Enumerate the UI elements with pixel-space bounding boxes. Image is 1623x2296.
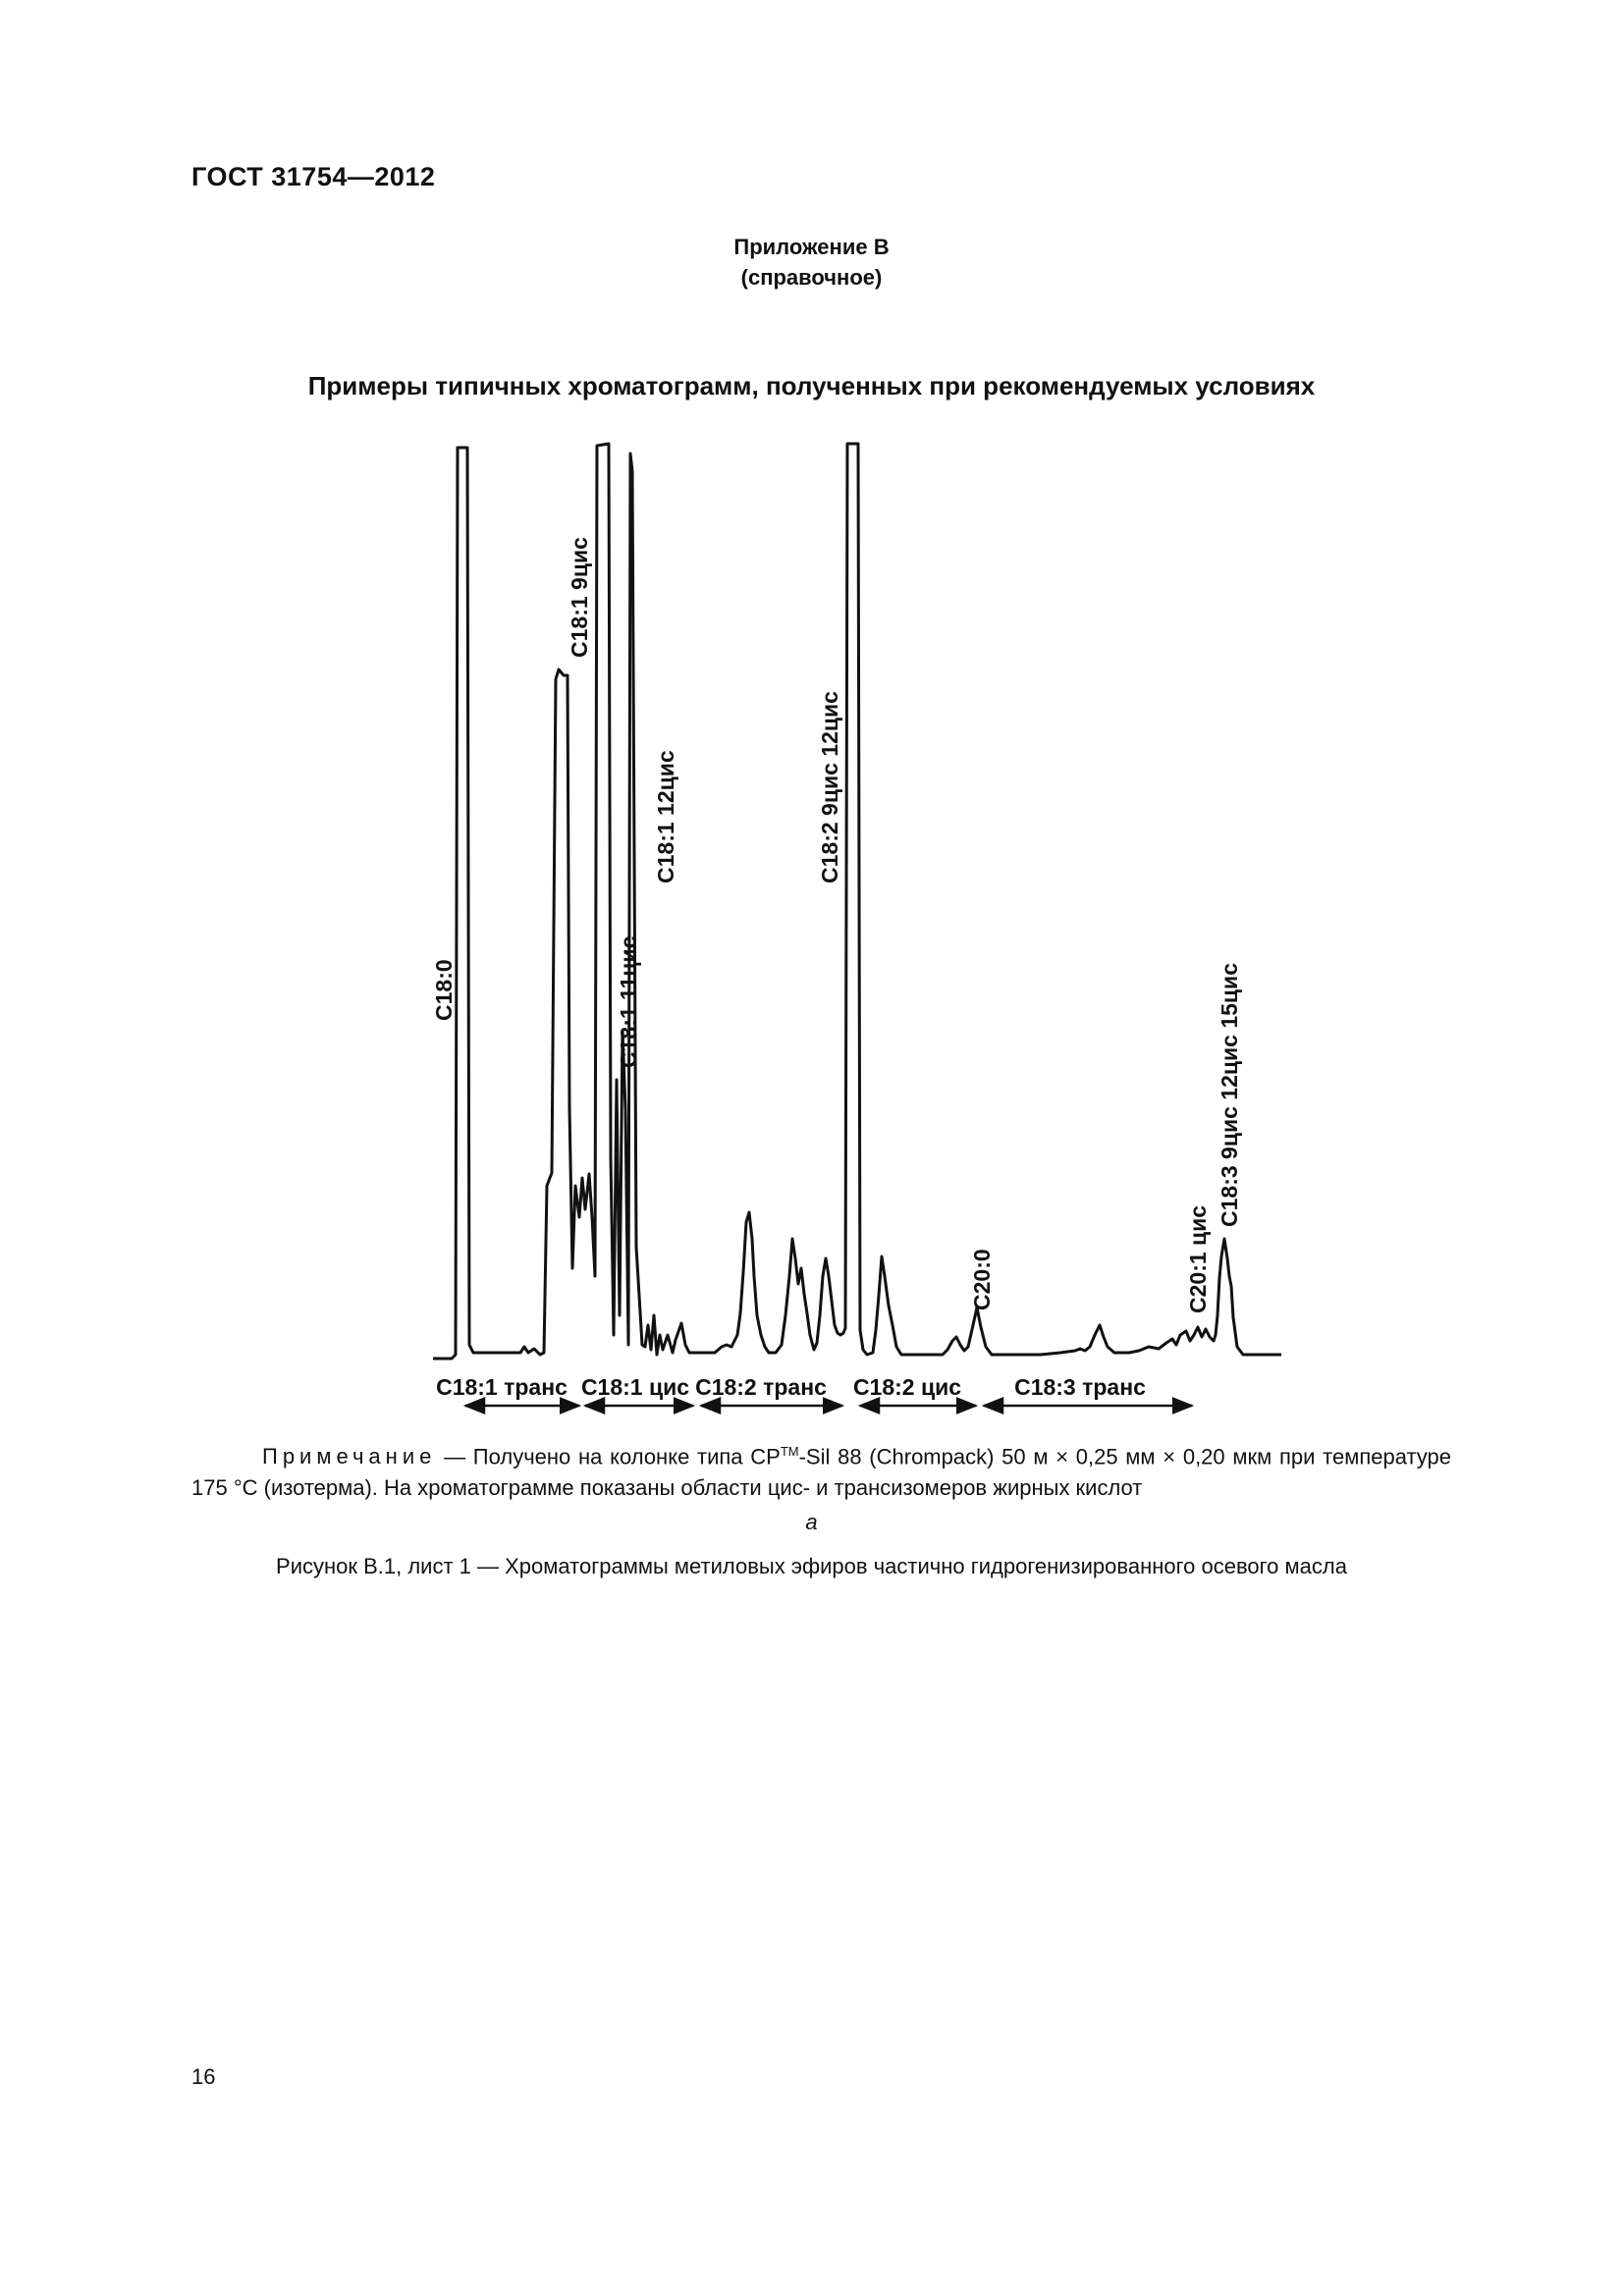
region-label-c18-2-trans: C18:2 транс (695, 1374, 827, 1400)
annex-title-line: Приложение В (733, 235, 890, 259)
peak-label-c18-2-9cis-12cis: C18:2 9цис 12цис (817, 691, 842, 883)
peak-label-c20-1-cis: C20:1 цис (1185, 1204, 1211, 1313)
peak-label-c18-1-12cis: C18:1 12цис (653, 750, 678, 883)
peak-label-c18-1-9cis: C18:1 9цис (567, 537, 592, 658)
peak-label-c18-3-9cis-12cis-15cis: C18:3 9цис 12цис 15цис (1217, 963, 1242, 1227)
region-label-c18-3-trans: C18:3 транс (1014, 1374, 1146, 1400)
document-code: ГОСТ 31754—2012 (191, 162, 436, 191)
region-label-c18-2-cis: C18:2 цис (852, 1374, 962, 1400)
figure-note (191, 1436, 1451, 1504)
peak-label-c18-0: C18:0 (431, 959, 457, 1021)
region-label-c18-1-trans: C18:1 транс (436, 1374, 568, 1400)
note-trademark: TM (780, 1444, 799, 1459)
figure-caption: Рисунок В.1, лист 1 — Хроматограммы метиловых эфиров частично гидрогенизированного осевого масла (276, 1554, 1347, 1578)
chromatogram-trace (433, 444, 1281, 1359)
figure-sub-label: а (805, 1510, 818, 1534)
note-text-1: Получено на колонке типа CP (472, 1444, 781, 1469)
peak-label-c20-0: C20:0 (969, 1249, 995, 1310)
note-dash: — (436, 1444, 473, 1469)
figure-heading: Примеры типичных хроматограмм, полученных при рекомендуемых условиях (307, 371, 1316, 400)
page-number: 16 (191, 2064, 216, 2089)
region-label-c18-1-cis: C18:1 цис (580, 1374, 690, 1400)
annex-kind-line: (справочное) (740, 265, 883, 290)
note-text-2: -Sil 88 (Chrompack) 50 м × 0,25 мм × 0,20 мкм при температуре 175 °C (изотерма). На хроматограмме показаны области цис- и трансизомеров жирных кислот (191, 1444, 1452, 1501)
note-word: Примечание (262, 1444, 437, 1469)
peak-label-c18-1-11cis: C18:1 11цис (616, 935, 641, 1068)
